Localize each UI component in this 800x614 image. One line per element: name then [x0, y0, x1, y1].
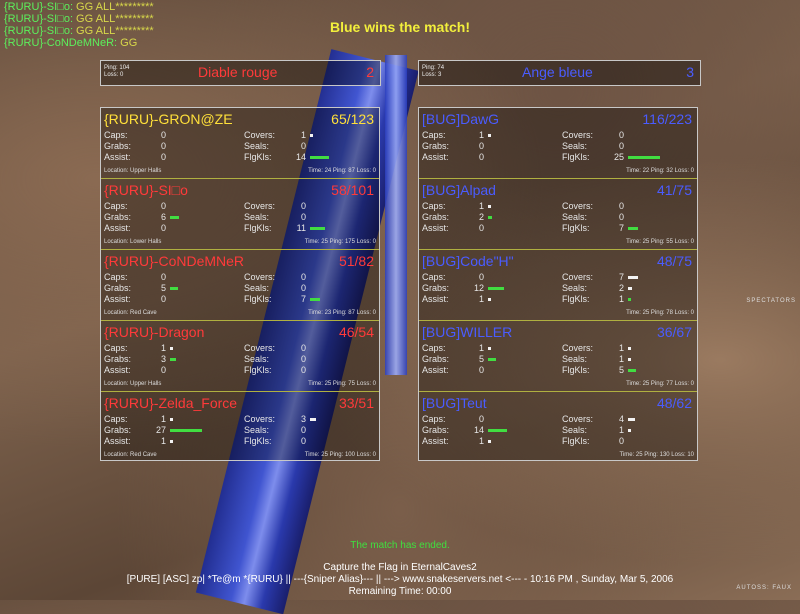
stat-assist: Assist: 0: [422, 152, 484, 162]
stat-grabs: Grabs: 0: [422, 141, 484, 151]
stat-bar-icon: [628, 227, 638, 230]
stat-seals: Seals: 0: [244, 141, 306, 151]
stat-bar-icon: [310, 156, 329, 159]
stat-bar-icon: [488, 134, 491, 137]
stat-grabs: Grabs: 3: [104, 354, 176, 365]
player-netstats: Time: 25 Ping: 78 Loss: 0: [626, 310, 694, 316]
chat-message: GG ALL*********: [73, 13, 154, 25]
stat-bar-icon: [628, 298, 631, 301]
stat-bar-icon: [310, 418, 316, 421]
player-card: [101, 250, 379, 321]
chat-sender: {RURU}-SI□o:: [4, 25, 73, 37]
player-score: 41/75: [656, 182, 692, 198]
player-score: 48/62: [656, 395, 692, 411]
player-score: 58/101: [331, 182, 374, 198]
player-netstats: Time: 24 Ping: 87 Loss: 0: [308, 168, 376, 174]
stat-flgkls: FlgKls: 7: [244, 294, 320, 305]
stat-covers: Covers: 0: [562, 201, 624, 211]
autoss-indicator: AUTOSS: FAUX: [736, 585, 792, 591]
stat-assist: Assist: 0: [422, 223, 484, 233]
player-score: 116/223: [642, 111, 692, 127]
stat-bar-icon: [488, 358, 496, 361]
player-netstats: Time: 22 Ping: 32 Loss: 0: [626, 168, 694, 174]
stat-covers: Covers: 7: [562, 272, 638, 283]
stat-grabs: Grabs: 14: [422, 425, 507, 436]
stat-covers: Covers: 0: [244, 343, 306, 353]
red-team-netstats: Ping: 104 Loss: 0: [104, 65, 130, 78]
stat-caps: Caps: 1: [104, 343, 173, 354]
stat-assist: Assist: 0: [104, 152, 166, 162]
player-card: [419, 392, 697, 462]
stat-bar-icon: [170, 358, 176, 361]
stat-caps: Caps: 1: [422, 343, 491, 354]
player-location: Upper Halls: [130, 168, 162, 174]
stat-assist: Assist: 0: [104, 223, 166, 233]
stat-flgkls: FlgKls: 5: [562, 365, 636, 376]
player-card: [101, 179, 379, 250]
stat-bar-icon: [628, 358, 631, 361]
player-score: 46/54: [338, 324, 374, 340]
stat-covers: Covers: 4: [562, 414, 635, 425]
stat-caps: Caps: 0: [422, 414, 484, 424]
stat-assist: Assist: 0: [104, 365, 166, 375]
stat-covers: Covers: 1: [562, 343, 631, 354]
stat-covers: Covers: 0: [562, 130, 624, 140]
stat-bar-icon: [310, 298, 320, 301]
stat-bar-icon: [170, 216, 179, 219]
stat-grabs: Grabs: 2: [422, 212, 492, 223]
player-card: [419, 321, 697, 392]
player-footer: Location: Red Cave Time: 23 Ping: 87 Loss: 0: [104, 310, 376, 316]
stat-bar-icon: [628, 418, 635, 421]
stat-seals: Seals: 0: [244, 212, 306, 222]
chat-message: GG ALL*********: [73, 1, 154, 13]
stat-caps: Caps: 1: [422, 201, 491, 212]
stat-grabs: Grabs: 5: [104, 283, 178, 294]
stat-covers: Covers: 3: [244, 414, 316, 425]
player-name: {RURU}-Dragon: [104, 324, 205, 340]
spectators-label: SPECTATORS: [746, 298, 796, 304]
stat-flgkls: FlgKls: 7: [562, 223, 638, 234]
chat-sender: {RURU}-SI□o:: [4, 13, 73, 25]
stat-seals: Seals: 1: [562, 425, 631, 436]
stat-flgkls: FlgKls: 0: [562, 436, 624, 446]
stat-grabs: Grabs: 0: [104, 141, 166, 151]
player-name: {RURU}-CoNDeMNeR: [104, 253, 245, 269]
player-score: 48/75: [656, 253, 692, 269]
stat-covers: Covers: 0: [244, 272, 306, 282]
stat-covers: Covers: 1: [244, 130, 313, 141]
stat-assist: Assist: 1: [422, 436, 491, 447]
stat-bar-icon: [488, 440, 491, 443]
remaining-time: Remaining Time: 00:00: [348, 586, 452, 597]
stat-bar-icon: [488, 216, 492, 219]
player-footer: Location: Red Cave Time: 25 Ping: 100 Loss: 0: [104, 452, 376, 458]
blue-team-netstats: Ping: 74 Loss: 3: [422, 65, 445, 78]
player-location: Lower Halls: [130, 239, 162, 245]
red-team-header: [100, 60, 381, 86]
stat-assist: Assist: 1: [422, 294, 491, 305]
stat-covers: Covers: 0: [244, 201, 306, 211]
player-score: 33/51: [338, 395, 374, 411]
player-name: [BUG]DawG: [422, 111, 500, 127]
stat-caps: Caps: 1: [422, 130, 491, 141]
player-name: [BUG]Alpad: [422, 182, 496, 198]
player-netstats: Time: 25 Ping: 77 Loss: 0: [626, 381, 694, 387]
stat-bar-icon: [170, 347, 173, 350]
stat-flgkls: FlgKls: 25: [562, 152, 660, 163]
chat-message: GG: [117, 37, 138, 49]
player-score: 51/82: [338, 253, 374, 269]
blue-team-header: [418, 60, 701, 86]
stat-assist: Assist: 1: [104, 436, 173, 447]
player-netstats: Time: 25 Ping: 100 Loss: 0: [304, 452, 376, 458]
stat-grabs: Grabs: 6: [104, 212, 179, 223]
player-location: Upper Halls: [130, 381, 162, 387]
stat-flgkls: FlgKls: 14: [244, 152, 329, 163]
stat-seals: Seals: 1: [562, 354, 631, 365]
stat-flgkls: FlgKls: 0: [244, 436, 306, 446]
blue-team-score: 3: [686, 64, 694, 80]
chat-line: [4, 1, 154, 13]
stat-seals: Seals: 2: [562, 283, 632, 294]
stat-bar-icon: [628, 287, 632, 290]
stat-assist: Assist: 0: [104, 294, 166, 304]
player-score: 36/67: [656, 324, 692, 340]
player-netstats: Time: 25 Ping: 130 Loss: 10: [619, 452, 694, 458]
red-team-name: Diable rouge: [198, 64, 278, 80]
stat-flgkls: FlgKls: 1: [562, 294, 631, 305]
stat-grabs: Grabs: 12: [422, 283, 504, 294]
stat-grabs: Grabs: 27: [104, 425, 202, 436]
stat-caps: Caps: 0: [104, 272, 166, 282]
stat-seals: Seals: 0: [562, 141, 624, 151]
blue-team-name: Ange bleue: [522, 64, 593, 80]
stat-bar-icon: [310, 134, 313, 137]
stat-bar-icon: [628, 347, 631, 350]
stat-bar-icon: [488, 347, 491, 350]
server-info: [0, 562, 800, 598]
player-location: Red Cave: [130, 310, 157, 316]
stat-bar-icon: [170, 440, 173, 443]
stat-seals: Seals: 0: [244, 354, 306, 364]
stat-flgkls: FlgKls: 11: [244, 223, 325, 234]
stat-seals: Seals: 0: [244, 425, 306, 435]
stat-bar-icon: [488, 298, 491, 301]
player-name: {RURU}-GRON@ZE: [104, 111, 233, 127]
player-card: [101, 108, 379, 179]
stat-bar-icon: [628, 369, 636, 372]
stat-seals: Seals: 0: [562, 212, 624, 222]
player-name: {RURU}-SI□o: [104, 182, 188, 198]
player-netstats: Time: 25 Ping: 75 Loss: 0: [308, 381, 376, 387]
stat-bar-icon: [170, 287, 178, 290]
player-netstats: Time: 25 Ping: 175 Loss: 0: [304, 239, 376, 245]
player-card: [419, 179, 697, 250]
stat-grabs: Grabs: 5: [422, 354, 496, 365]
player-netstats: Time: 23 Ping: 87 Loss: 0: [308, 310, 376, 316]
player-score: 65/123: [331, 111, 374, 127]
stat-bar-icon: [628, 276, 638, 279]
player-footer: Location: Lower Halls Time: 25 Ping: 175 Loss: 0: [104, 239, 376, 245]
map-line: Capture the Flag in EternalCaves2: [323, 562, 477, 573]
stat-bar-icon: [310, 227, 325, 230]
server-line: [PURE] [ASC] zp| *Te@m *{RURU} || ---{Sniper Alias}--- || ---> www.snakeservers.net <--- - 10:16 PM , Sunday, Mar 5, 2006: [126, 574, 674, 585]
player-name: [BUG]Code"H": [422, 253, 514, 269]
stat-bar-icon: [488, 287, 504, 290]
red-team-score: 2: [366, 64, 374, 80]
stat-caps: Caps: 1: [104, 414, 173, 425]
match-result-banner: Blue wins the match!: [329, 19, 471, 35]
player-footer: Location: Upper Halls Time: 25 Ping: 75 Loss: 0: [104, 381, 376, 387]
player-card: [101, 321, 379, 392]
player-netstats: Time: 25 Ping: 55 Loss: 0: [626, 239, 694, 245]
stat-assist: Assist: 0: [422, 365, 484, 375]
red-team-scoreboard: [100, 107, 380, 461]
stat-caps: Caps: 0: [104, 201, 166, 211]
stat-seals: Seals: 0: [244, 283, 306, 293]
stat-bar-icon: [488, 205, 491, 208]
chat-line: [4, 37, 154, 49]
player-card: [101, 392, 379, 462]
player-name: [BUG]WILLER: [422, 324, 513, 340]
player-name: {RURU}-Zelda_Force: [104, 395, 238, 411]
blue-beam-highlight: [385, 55, 407, 375]
stat-bar-icon: [170, 429, 202, 432]
player-footer: Location: Upper Halls Time: 24 Ping: 87 Loss: 0: [104, 168, 376, 174]
stat-bar-icon: [628, 156, 660, 159]
chat-message: GG ALL*********: [73, 25, 154, 37]
chat-sender: {RURU}-CoNDeMNeR:: [4, 37, 118, 49]
stat-caps: Caps: 0: [104, 130, 166, 140]
stat-bar-icon: [170, 418, 173, 421]
match-ended-message: The match has ended.: [350, 540, 450, 551]
blue-team-scoreboard: [418, 107, 698, 461]
stat-caps: Caps: 0: [422, 272, 484, 282]
player-card: [419, 108, 697, 179]
player-card: [419, 250, 697, 321]
player-location: Red Cave: [130, 452, 157, 458]
chat-sender: {RURU}-SI□o:: [4, 1, 73, 13]
stat-flgkls: FlgKls: 0: [244, 365, 306, 375]
stat-bar-icon: [628, 429, 631, 432]
player-name: [BUG]Teut: [422, 395, 487, 411]
stat-bar-icon: [488, 429, 507, 432]
